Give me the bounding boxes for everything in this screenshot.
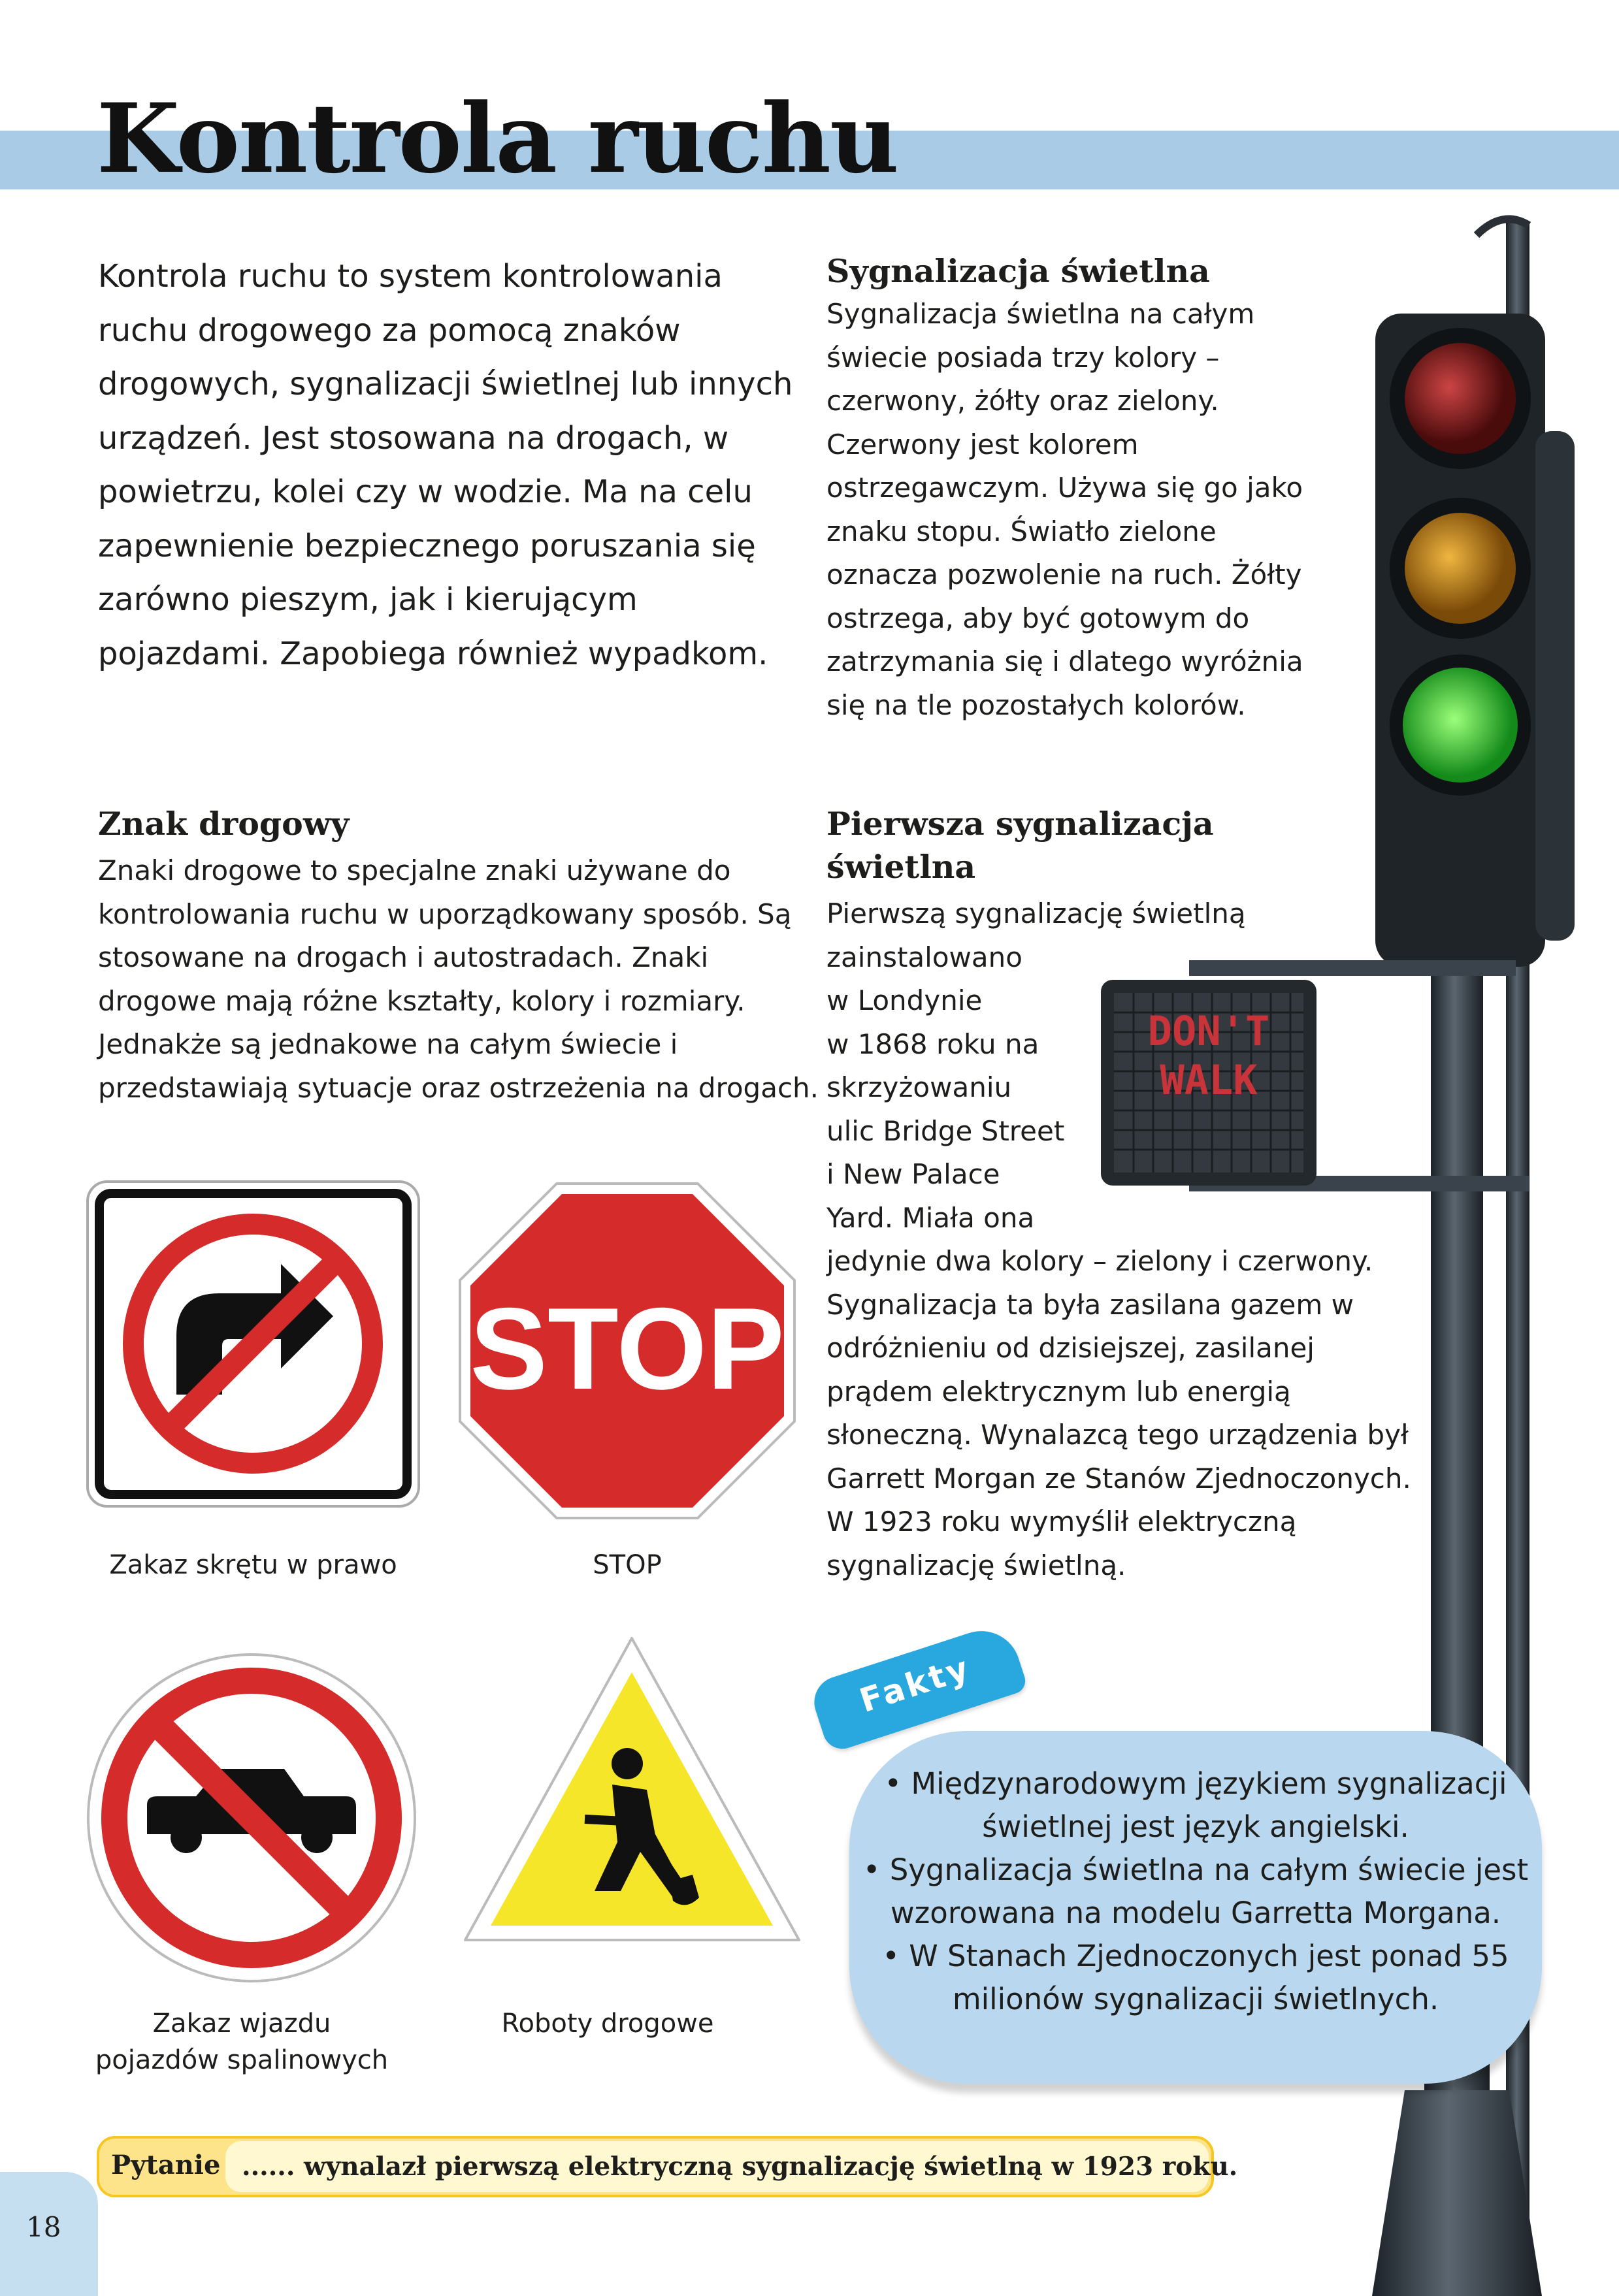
roadworks-sign-icon xyxy=(461,1633,804,1947)
stop-sign-text: STOP xyxy=(470,1284,785,1414)
stop-sign-icon xyxy=(457,1181,797,1521)
lights-section-body: Sygnalizacja świetlna na całym świecie posiada trzy kolory – czerwony, żółty oraz zielony. Czerwony jest kolorem ostrzegawczym. Używa się go jako znaku stopu. Światło zielone oznacza pozwolenie na ruch. Żółty ostrzega, aby być gotowym do zatrzymania się i dlatego wyróżnia się na tle pozostałych kolorów. xyxy=(826,298,1303,721)
sign-section-body: Znaki drogowe to specjalne znaki używane do kontrolowania ruchu w uporządkowany sposób. Są stosowane na drogach i autostradach. Znaki drogowe mają różne kształty, kolory i rozmiary. Jednakże są jednakowe na całym świecie i przedstawiają sytuacje oraz ostrzeżenia na drogach. xyxy=(98,854,819,1104)
no-vehicles-caption-line1: Zakaz wjazdu xyxy=(152,2009,331,2039)
fact-item: • Międzynarodowym językiem sygnalizacji świetlnej jest język angielski. xyxy=(884,1766,1507,1844)
text-line: Yard. Miała ona xyxy=(826,1201,1035,1234)
roadworks-caption: Roboty drogowe xyxy=(501,2009,714,2039)
question-text: ...... wynalazł pierwszą elektryczną sygnalizację świetlną w 1923 roku. xyxy=(242,2152,1238,2182)
text-line: w Londynie xyxy=(826,984,983,1016)
page-number: 18 xyxy=(26,2211,61,2243)
no-vehicles-caption xyxy=(72,2005,412,2078)
text-line: skrzyżowaniu xyxy=(826,1071,1012,1103)
no-right-turn-caption: Zakaz skrętu w prawo xyxy=(109,1550,397,1580)
pedestrian-signal-line2: WALK xyxy=(1160,1056,1258,1104)
text-line: w 1868 roku na xyxy=(826,1027,1039,1060)
text-line: ulic Bridge Street xyxy=(826,1114,1065,1147)
facts-list xyxy=(856,1762,1535,2021)
question-label: Pytanie xyxy=(111,2150,221,2180)
pedestrian-signal-line1: DON'T xyxy=(1147,1007,1270,1055)
stop-caption: STOP xyxy=(593,1550,662,1580)
first-section-heading-line2: świetlna xyxy=(826,848,976,886)
sign-section-heading: Znak drogowy xyxy=(98,805,350,843)
lights-section-heading: Sygnalizacja świetlna xyxy=(826,252,1210,290)
no-vehicles-caption-line2: pojazdów spalinowych xyxy=(95,2045,389,2075)
page-title: Kontrola ruchu xyxy=(97,83,898,195)
text-line: Pierwszą sygnalizację świetlną xyxy=(826,897,1246,930)
first-section-heading xyxy=(826,802,1441,888)
first-section-body: jedynie dwa kolory – zielony i czerwony. Sygnalizacja ta była zasilana gazem w odróżnieniu od dzisiejszej, zasilanej prądem elektrycznym lub energią słoneczną. Wynalazcą tego urządzenia był Garrett Morgan ze Stanów Zjednoczonych. W 1923 roku wymyślił elektryczną sygnalizację świetlną. xyxy=(826,1245,1411,1581)
no-right-turn-sign-icon xyxy=(85,1179,421,1509)
no-vehicles-sign-icon xyxy=(85,1651,418,1984)
first-section-narrow-lines xyxy=(826,892,1441,1240)
fact-item: • W Stanach Zjednoczonych jest ponad 55 milionów sygnalizacji świetlnych. xyxy=(882,1939,1509,2016)
intro-paragraph: Kontrola ruchu to system kontrolowania ruchu drogowego za pomocą znaków drogowych, sygnalizacji świetlnej lub innych urządzeń. Jest stosowana na drogach, w powietrzu, kolei czy w wodzie. Ma na celu zapewnienie bezpiecznego poruszania się zarówno pieszym, jak i kierującym pojazdami. Zapobiega również wypadkom. xyxy=(98,258,793,672)
text-line: zainstalowano xyxy=(826,941,1022,973)
first-section-heading-line1: Pierwsza sygnalizacja xyxy=(826,805,1214,843)
facts-tab-label: Fakty xyxy=(855,1648,975,1720)
text-line: i New Palace xyxy=(826,1158,1000,1190)
fact-item: • Sygnalizacja świetlna na całym świecie jest wzorowana na modelu Garretta Morgana. xyxy=(862,1852,1529,1930)
